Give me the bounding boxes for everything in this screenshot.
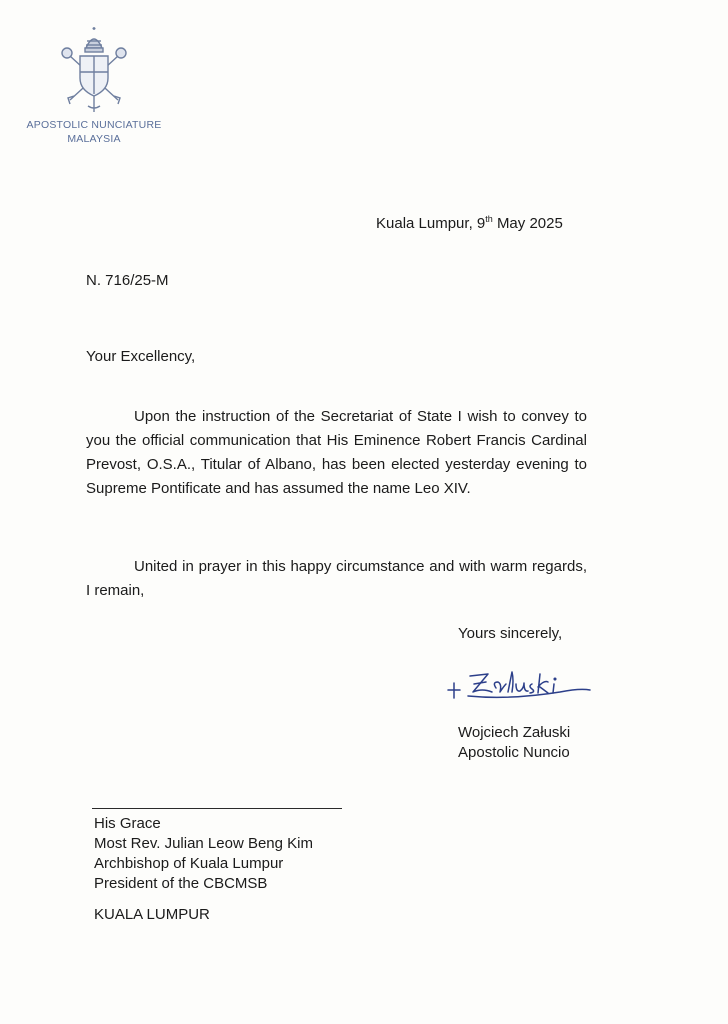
body-paragraph-2-text: United in prayer in this happy circumstance and with warm regards, I remain, <box>86 558 587 599</box>
addressee-city: KUALA LUMPUR <box>94 906 210 923</box>
salutation: Your Excellency, <box>86 348 196 365</box>
addressee-line: Archbishop of Kuala Lumpur <box>94 855 284 872</box>
closing: Yours sincerely, <box>458 625 563 642</box>
organization-country: MALAYSIA <box>67 133 121 145</box>
body-paragraph-1 <box>86 405 587 501</box>
papal-coat-of-arms-icon <box>56 26 132 114</box>
organization-name: APOSTOLIC NUNCIATURE <box>26 119 162 131</box>
addressee-line: President of the CBCMSB <box>94 875 268 892</box>
body-paragraph-1-text: Upon the instruction of the Secretariat of State I wish to convey to you the official communication that His Eminence Robert Francis Cardinal Prevost, O.S.A., Titular of Albano, has been elected yesterday evening to Supreme Pontificate and has assumed the name Leo XIV. <box>86 408 587 497</box>
addressee-line: His Grace <box>94 815 161 832</box>
reference-number: N. 716/25-M <box>86 272 169 289</box>
date-ordinal: th <box>485 214 493 224</box>
handwritten-signature <box>440 662 598 706</box>
date-month-year: May 2025 <box>496 215 563 232</box>
signer-name: Wojciech Załuski <box>458 724 571 741</box>
addressee-divider <box>92 808 342 809</box>
date-place-day: Kuala Lumpur, 9 <box>376 215 486 232</box>
signer-title: Apostolic Nuncio <box>458 744 570 761</box>
addressee-line: Most Rev. Julian Leow Beng Kim <box>94 835 313 852</box>
addressee-block <box>94 814 313 894</box>
body-paragraph-2 <box>86 555 587 603</box>
letterhead <box>22 118 166 146</box>
letter-date <box>376 214 563 232</box>
